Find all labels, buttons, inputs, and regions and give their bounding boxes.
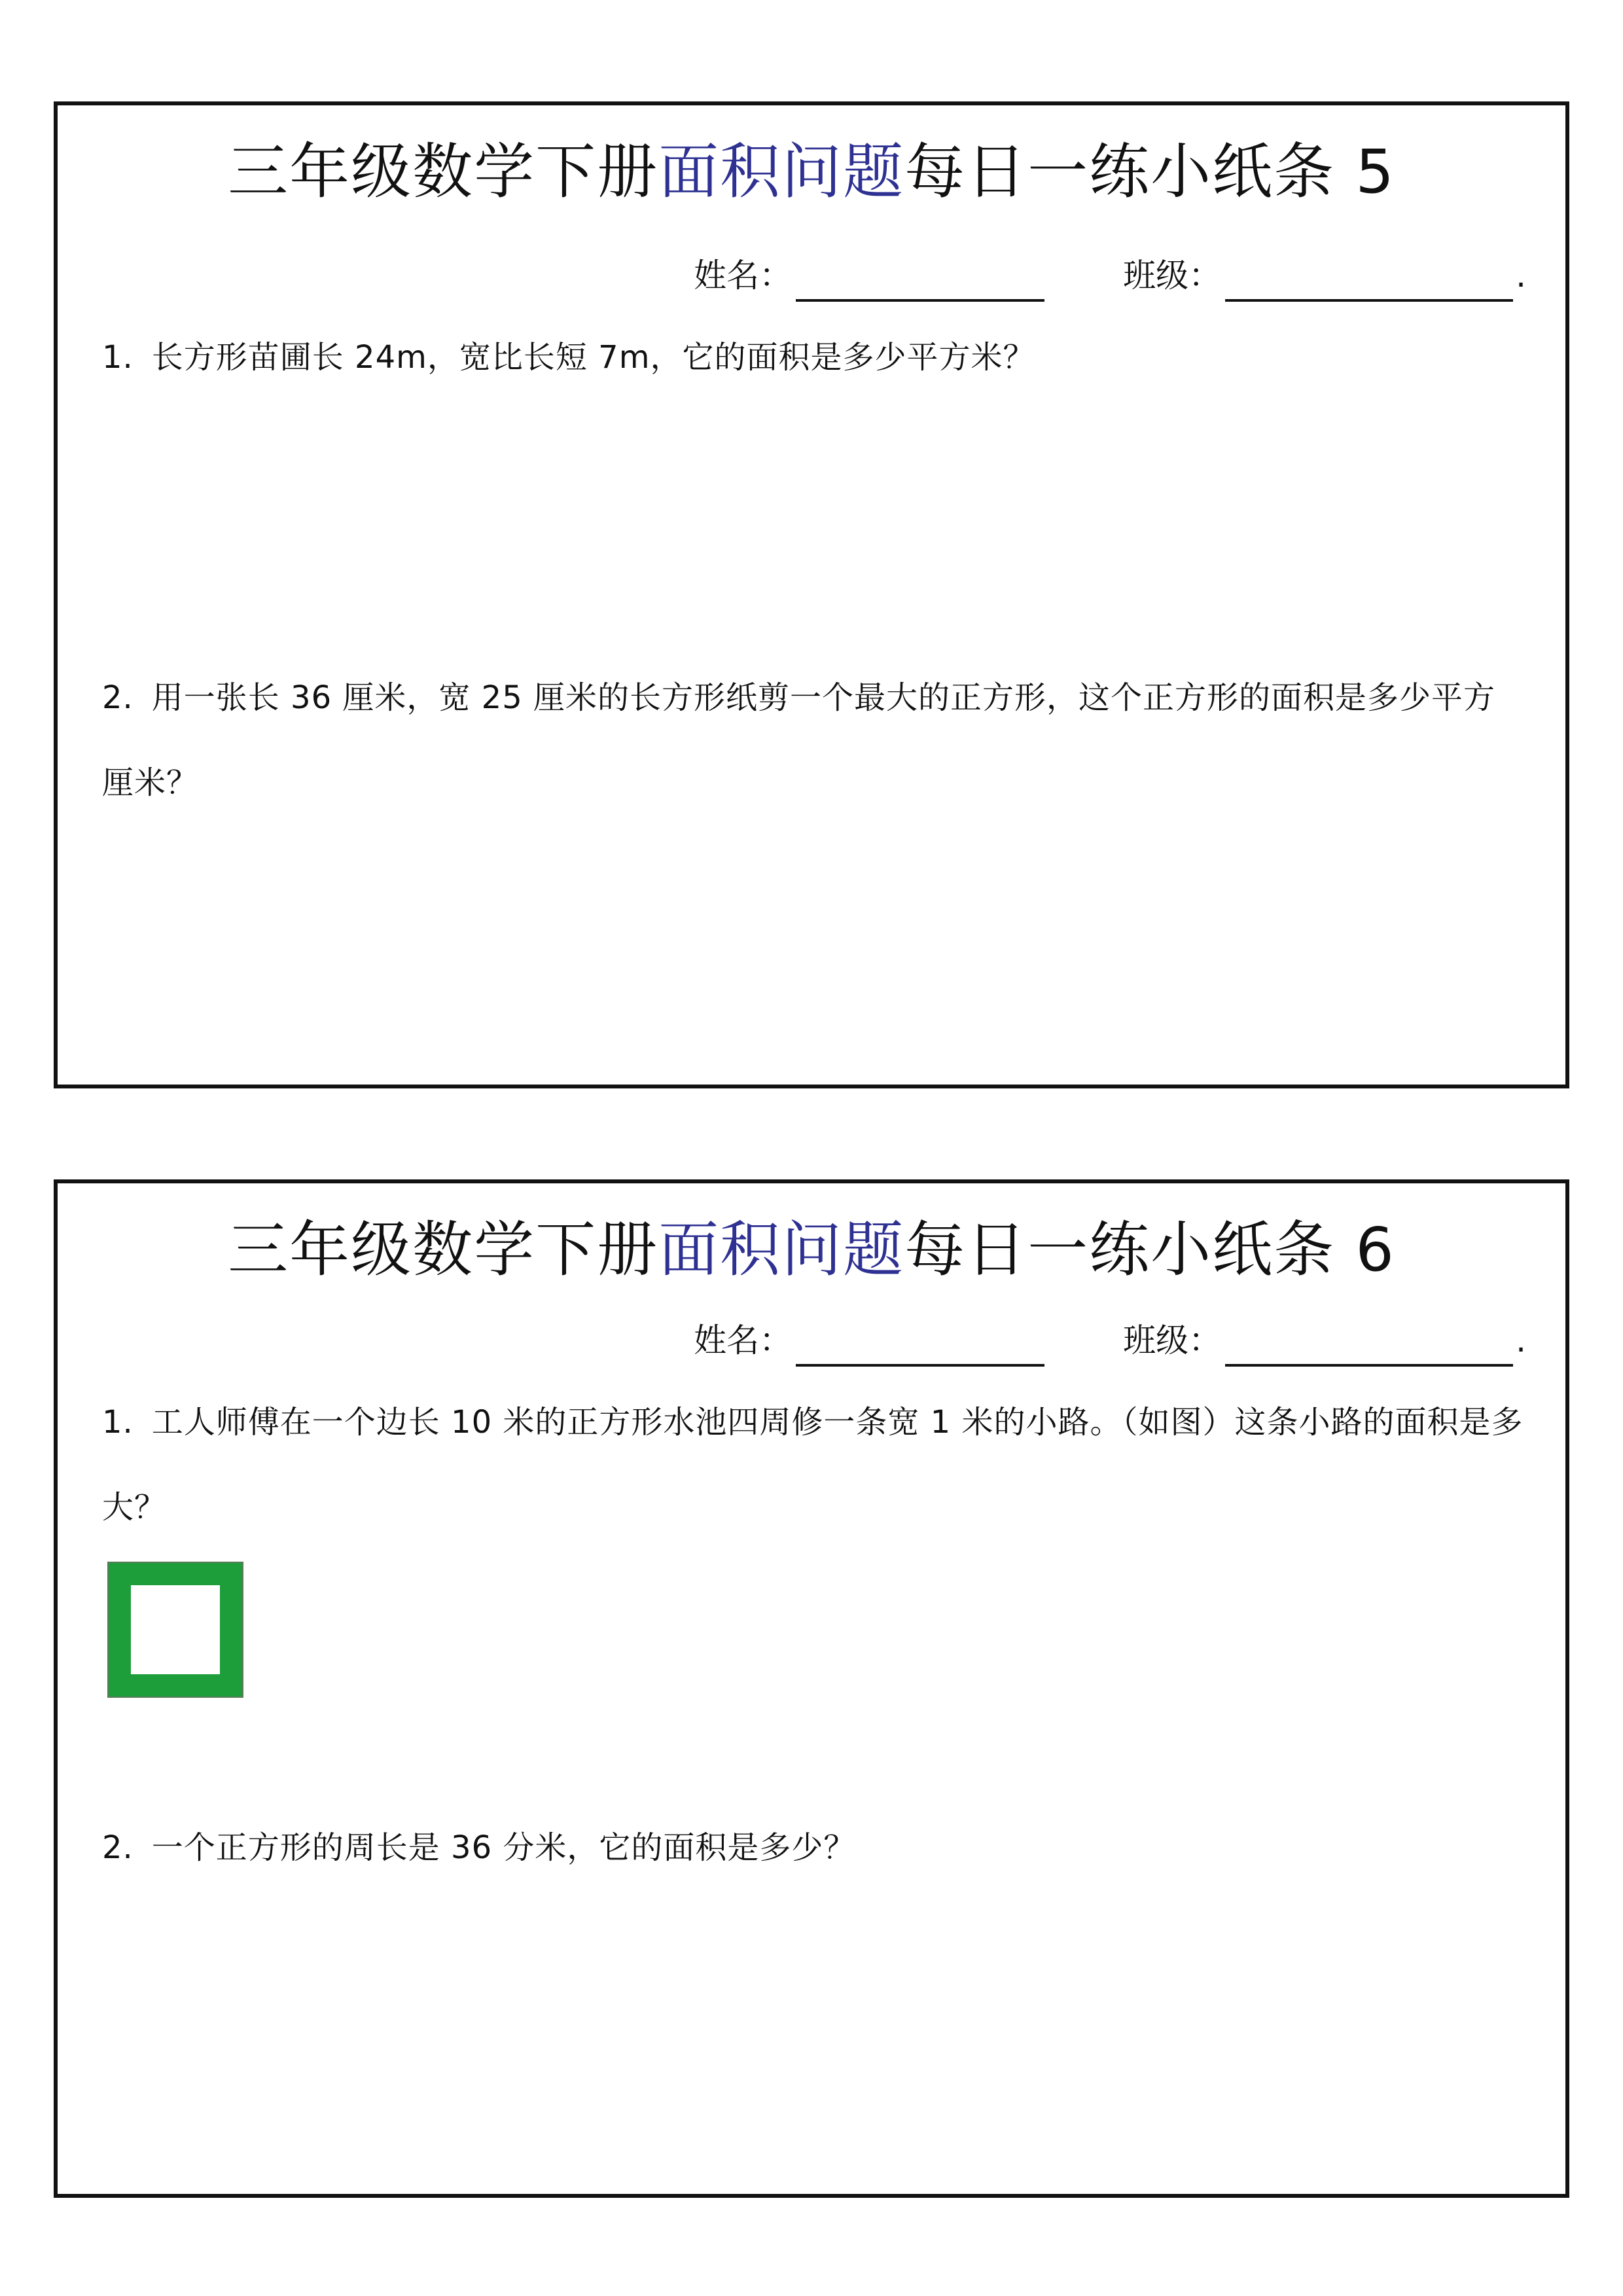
name-label: 姓名：	[694, 257, 793, 295]
card-title	[58, 1211, 1565, 1289]
end-mark: .	[1516, 1321, 1526, 1359]
title-suffix: 每日一练小纸条 5	[904, 137, 1395, 207]
student-info	[694, 249, 1526, 302]
class-blank[interactable]	[1225, 1325, 1513, 1367]
question-text: 工人师傅在一个边长 10 米的正方形水池四周修一条宽 1 米的小路。（如图）这条小路的面积是多大？	[102, 1404, 1524, 1526]
question-number: 2.	[102, 1829, 134, 1866]
practice-card-5	[54, 101, 1569, 1088]
title-highlight: 面积问题	[658, 137, 905, 207]
class-label: 班级：	[1123, 1321, 1222, 1359]
question-number: 1.	[102, 339, 134, 376]
question-text: 用一张长 36 厘米，宽 25 厘米的长方形纸剪一个最大的正方形，这个正方形的面积是多少平方厘米？	[102, 679, 1495, 801]
card-title	[58, 133, 1565, 211]
title-prefix: 三年级数学下册	[228, 1215, 659, 1285]
name-blank[interactable]	[796, 1325, 1044, 1367]
name-label: 姓名：	[694, 1321, 793, 1359]
student-info	[694, 1314, 1526, 1367]
question-1	[102, 1380, 1526, 1550]
title-highlight: 面积问题	[658, 1215, 905, 1285]
question-2	[102, 655, 1526, 825]
question-1	[102, 315, 1526, 400]
question-2	[102, 1805, 1526, 1890]
question-text: 一个正方形的周长是 36 分米，它的面积是多少？	[151, 1829, 856, 1866]
square-path-figure	[109, 1563, 242, 1696]
question-text: 长方形苗圃长 24m，宽比长短 7m，它的面积是多少平方米？	[151, 339, 1035, 376]
practice-card-6	[54, 1179, 1569, 2198]
end-mark: .	[1516, 257, 1526, 295]
question-number: 1.	[102, 1404, 134, 1441]
title-prefix: 三年级数学下册	[228, 137, 659, 207]
name-blank[interactable]	[796, 260, 1044, 302]
class-blank[interactable]	[1225, 260, 1513, 302]
question-number: 2.	[102, 679, 134, 716]
title-suffix: 每日一练小纸条 6	[904, 1215, 1395, 1285]
class-label: 班级：	[1123, 257, 1222, 295]
